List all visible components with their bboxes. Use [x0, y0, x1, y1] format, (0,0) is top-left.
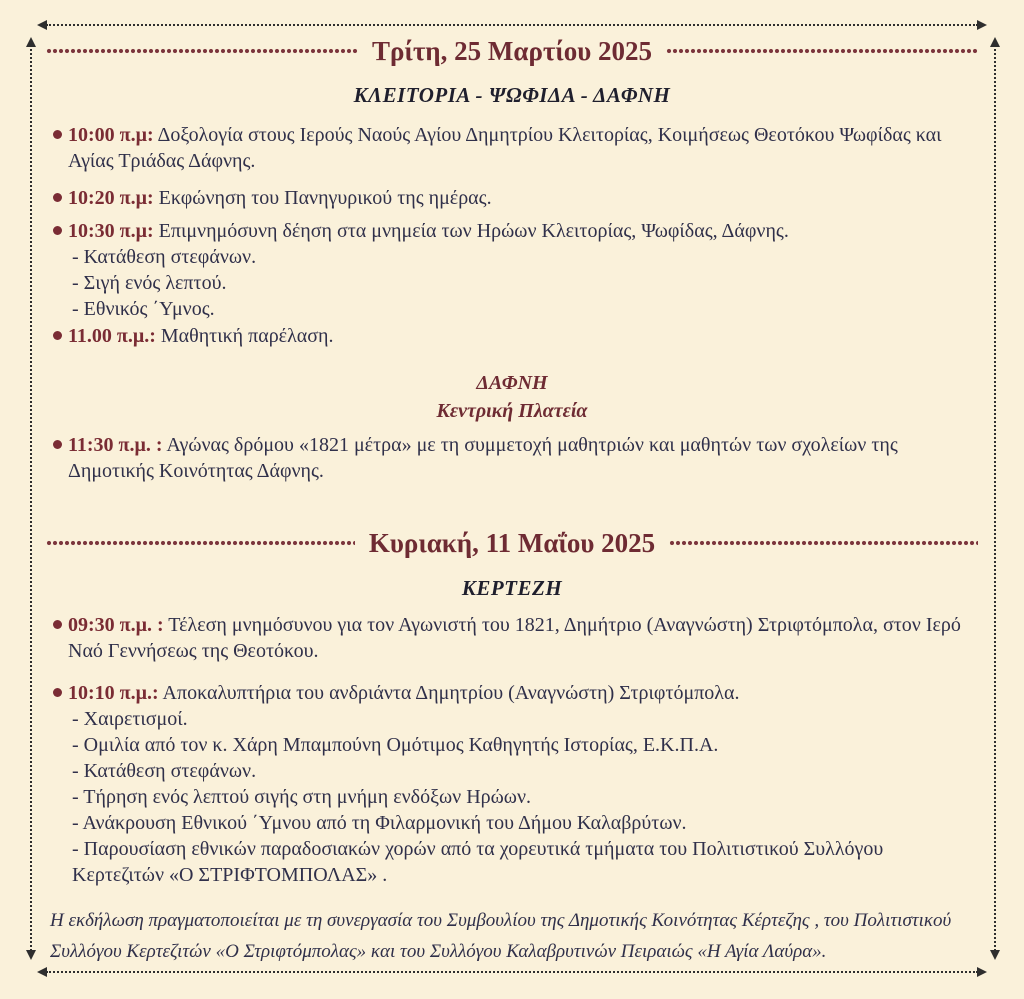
event-subitem: - Κατάθεση στεφάνων. [72, 246, 257, 268]
event-subitem: - Ομιλία από τον κ. Χάρη Μπαμπούνη Ομότιμος Καθηγητής Ιστορίας, Ε.Κ.Π.Α. [72, 734, 719, 756]
event-time: 09:30 π.μ. : [68, 614, 164, 636]
event-time: 10:20 π.μ: [68, 187, 154, 209]
location-title-kertezi: ΚΕΡΤΕΖΗ [461, 576, 563, 600]
event-description: Μαθητική παρέλαση. [160, 325, 334, 347]
arrow-up-icon [26, 37, 36, 47]
place-title-dafni: ΔΑΦΝΗ [476, 372, 548, 394]
arrow-right-icon [977, 20, 987, 30]
event-description: Αγώνας δρόμου «1821 μέτρα» με τη συμμετοχή μαθητριών και μαθητών των σχολείων της Δημοτικής Κοινότητας Δάφνης. [68, 434, 898, 482]
event-subitem: - Τήρηση ενός λεπτού σιγής στη μνήμη ενδόξων Ηρώων. [72, 786, 531, 808]
bullet-icon [53, 688, 62, 697]
date-header-may [46, 528, 978, 558]
frame-bottom-line [46, 971, 978, 973]
chain-divider [46, 48, 358, 54]
frame-right-line [994, 42, 996, 955]
arrow-down-icon [26, 950, 36, 960]
event-item [46, 185, 978, 211]
event-item [46, 218, 978, 322]
event-time: 10:00 π.μ: [68, 124, 154, 146]
bullet-icon [53, 226, 62, 235]
chain-divider [669, 540, 978, 546]
event-item [46, 680, 978, 888]
chain-divider [46, 540, 355, 546]
event-item [46, 432, 978, 484]
frame-top-line [46, 24, 978, 26]
cooperation-note: Η εκδήλωση πραγματοποιείται με τη συνεργασία του Συμβουλίου της Δημοτικής Κοινότητας Κέρτεζης , του Πολιτιστικού Συλλόγου Κερτεζιτών «Ο Στριφτόμπολας» και του Συλλόγου Καλαβρυτινών Πειραιώς «Η Αγία Λαύρα». [50, 910, 952, 962]
event-item [46, 122, 978, 174]
date-header-march [46, 36, 978, 66]
event-description: Δοξολογία στους Ιερούς Ναούς Αγίου Δημητρίου Κλειτορίας, Κοιμήσεως Θεοτόκου Ψωφίδας και Αγίας Τριάδας Δάφνης. [68, 124, 942, 172]
event-description: Αποκαλυπτήρια του ανδριάντα Δημητρίου (Αναγνώστη) Στριφτόμπολα. [162, 682, 740, 704]
event-item [46, 612, 978, 664]
event-time: 11.00 π.μ.: [68, 325, 156, 347]
program-document [46, 36, 978, 967]
bullet-icon [53, 620, 62, 629]
bullet-icon [53, 193, 62, 202]
arrow-right-icon [977, 967, 987, 977]
arrow-up-icon [990, 37, 1000, 47]
bullet-icon [53, 440, 62, 449]
arrow-down-icon [990, 950, 1000, 960]
event-item [46, 323, 978, 349]
bullet-icon [53, 331, 62, 340]
chain-divider [666, 48, 978, 54]
place-subtitle-central-square: Κεντρική Πλατεία [436, 400, 588, 422]
date-title: Κυριακή, 11 Μαΐου 2025 [368, 528, 656, 558]
event-description: Τέλεση μνημόσυνου για τον Αγωνιστή του 1821, Δημήτριο (Αναγνώστη) Στριφτόμπολα, στον Ιερό Ναό Γεννήσεως της Θεοτόκου. [68, 614, 961, 662]
event-subitem: - Σιγή ενός λεπτού. [72, 272, 227, 294]
event-subitem: - Κατάθεση στεφάνων. [72, 760, 257, 782]
event-subitem: - Ανάκρουση Εθνικού ΄Υμνου από τη Φιλαρμονική του Δήμου Καλαβρύτων. [72, 812, 687, 834]
arrow-left-icon [37, 20, 47, 30]
event-time: 10:10 π.μ.: [68, 682, 159, 704]
event-subitem: - Εθνικός ΄Υμνος. [72, 298, 215, 320]
date-title: Τρίτη, 25 Μαρτίου 2025 [372, 36, 652, 66]
location-title-kleitoria: ΚΛΕΙΤΟΡΙΑ - ΨΩΦΙΔΑ - ΔΑΦΝΗ [353, 83, 671, 107]
event-time: 10:30 π.μ: [68, 220, 154, 242]
event-subitem: - Χαιρετισμοί. [72, 708, 188, 730]
event-subitem: - Παρουσίαση εθνικών παραδοσιακών χορών από τα χορευτικά τμήματα του Πολιτιστικού Συλλόγου Κερτεζιτών «Ο ΣΤΡΙΦΤΟΜΠΟΛΑΣ» . [72, 838, 884, 886]
frame-left-line [30, 42, 32, 955]
bullet-icon [53, 130, 62, 139]
event-time: 11:30 π.μ. : [68, 434, 163, 456]
event-description: Επιμνημόσυνη δέηση στα μνημεία των Ηρώων Κλειτορίας, Ψωφίδας, Δάφνης. [158, 220, 789, 242]
event-description: Εκφώνηση του Πανηγυρικού της ημέρας. [158, 187, 492, 209]
arrow-left-icon [37, 967, 47, 977]
